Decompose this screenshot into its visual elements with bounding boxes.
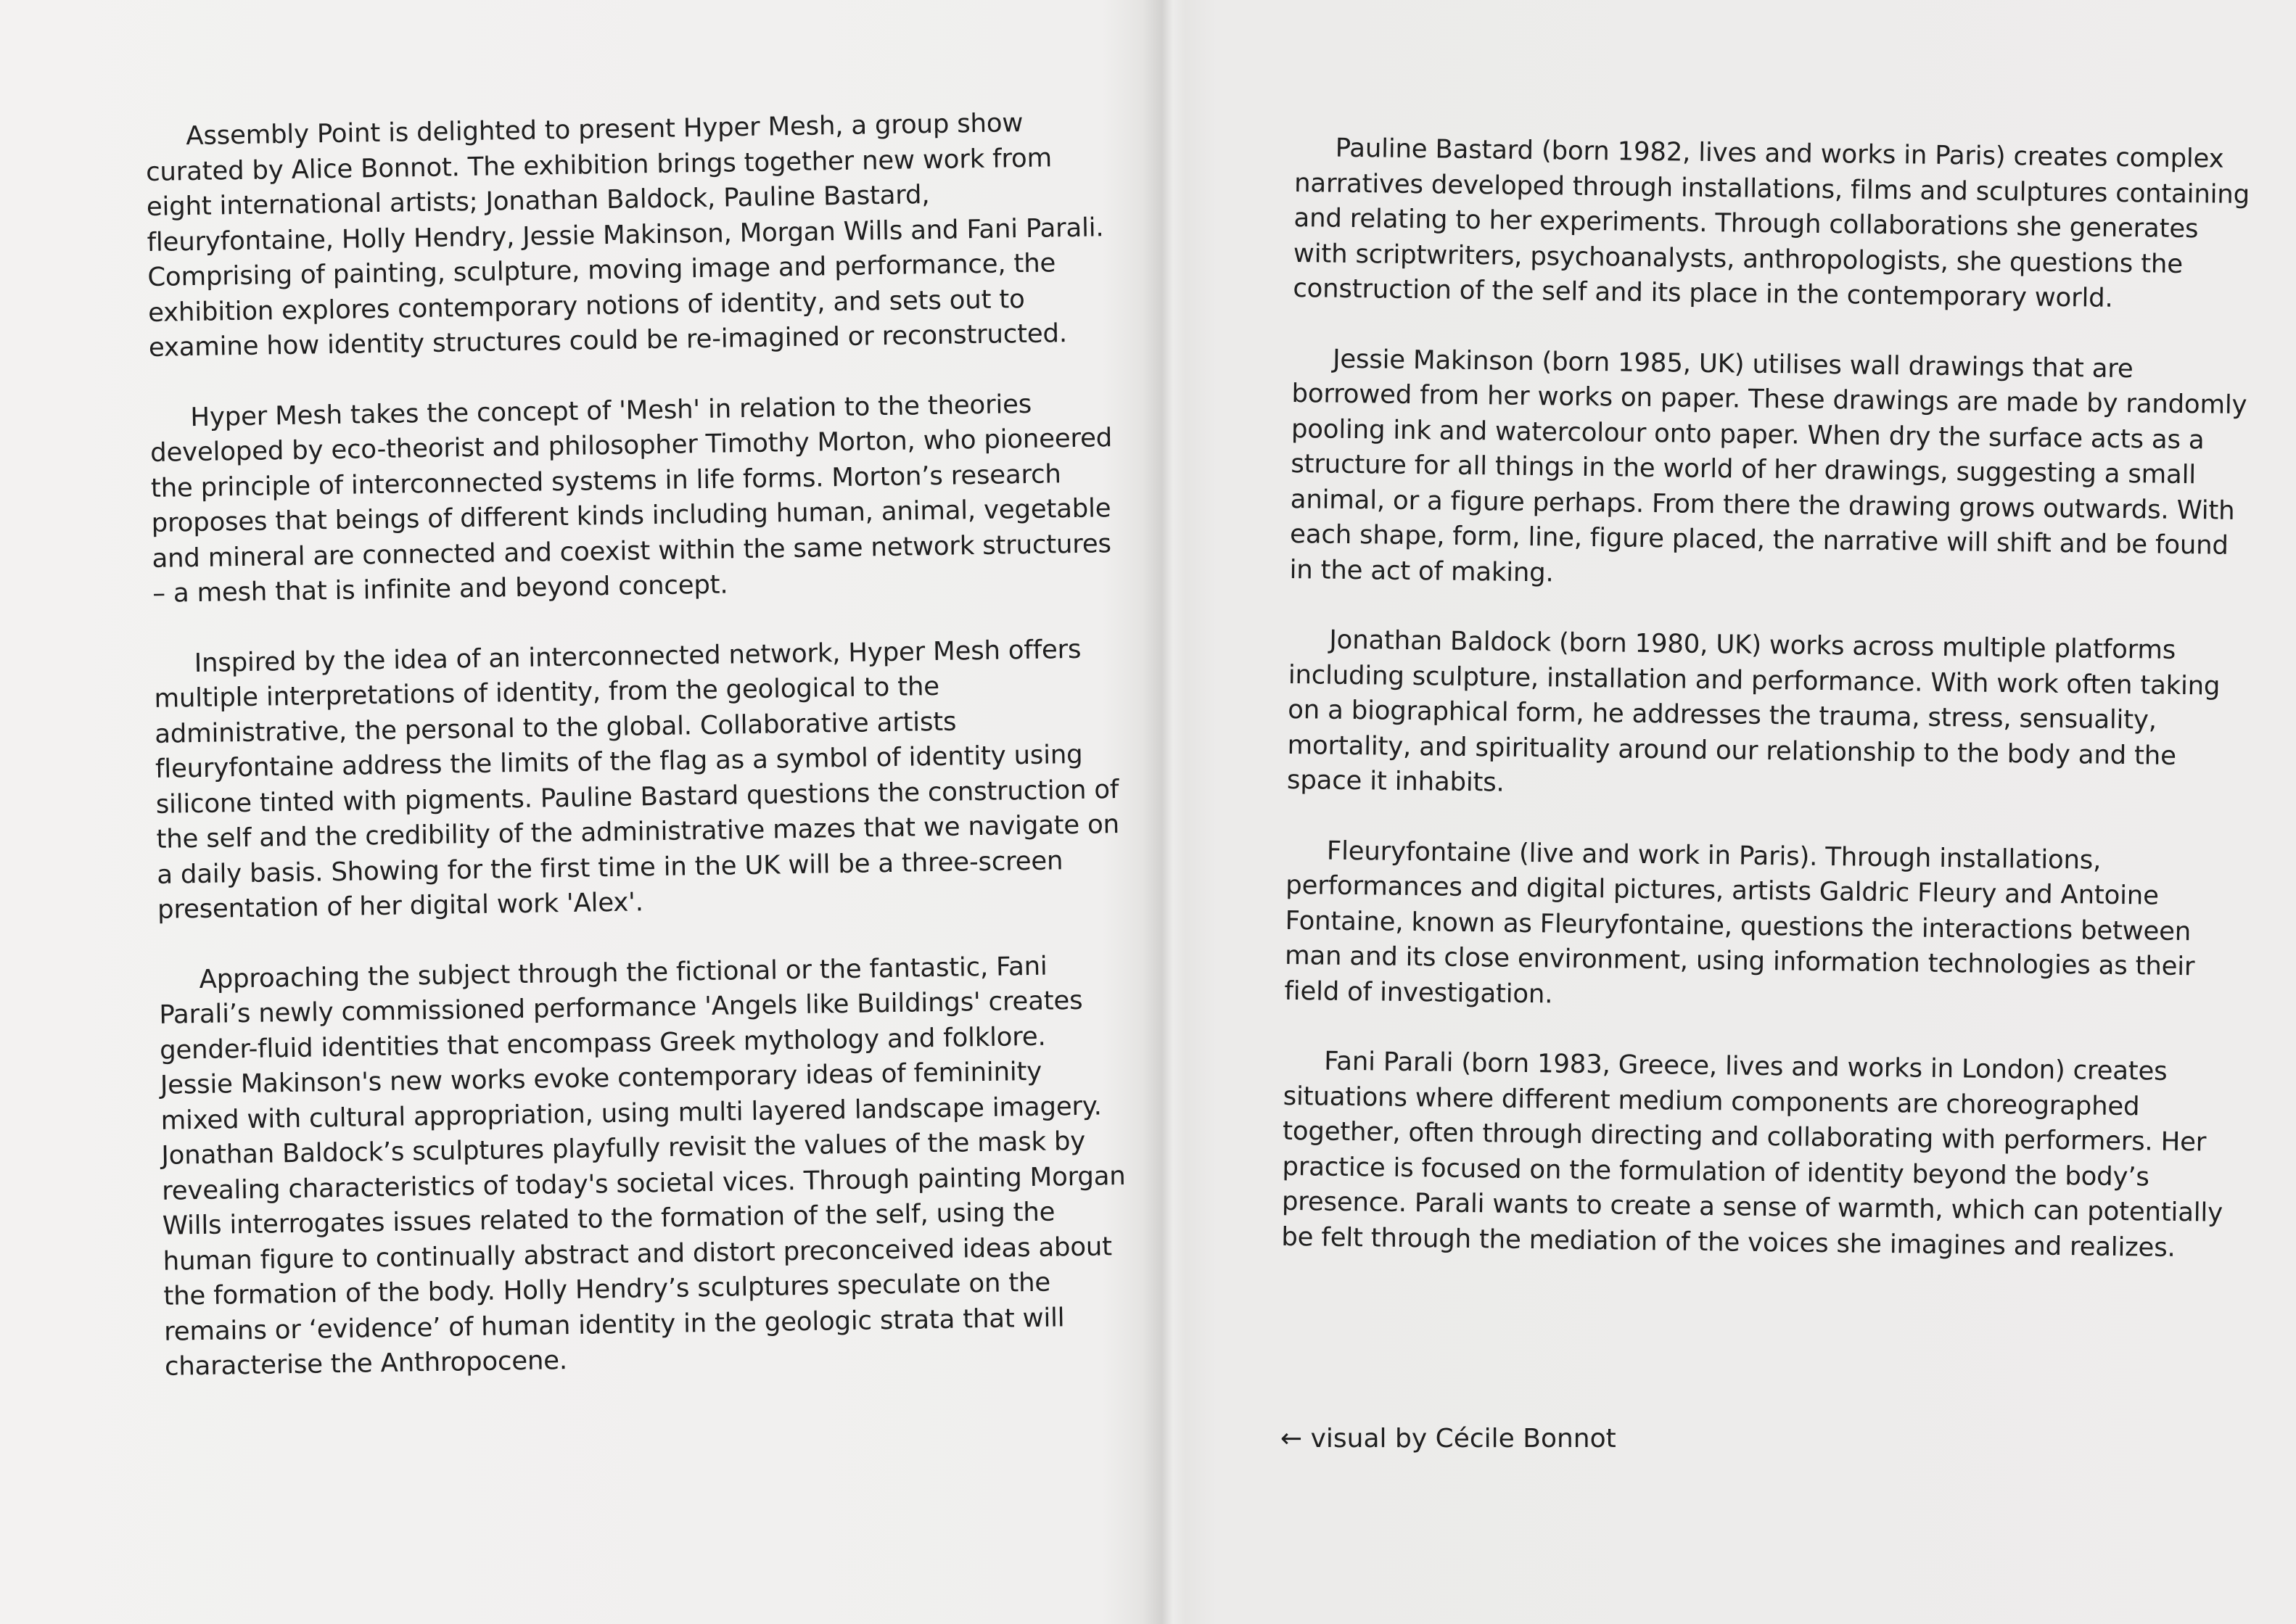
paragraph-bio-pauline-bastard: Pauline Bastard (born 1982, lives and works in Paris) creates complex narratives developed through installations, films and sculptures containing and relating to her experiments. Through collaborations she generates with scriptwriters, psychoanalysts, anthropologists, she questions the construction of the self and its place in the contemporary world. — [1293, 133, 2250, 313]
paragraph-mesh-concept: Hyper Mesh takes the concept of 'Mesh' in relation to the theories developed by eco-theorist and philosopher Timothy Morton, who pioneered the principle of interconnected systems in life forms. Morton’s research proposes that beings of different kinds including human, animal, vegetable and mineral are connected and coexist within the same network structures – a mesh that is infinite and beyond concept. — [149, 389, 1113, 609]
paragraph-bio-fani-parali: Fani Parali (born 1983, Greece, lives and works in London) creates situations where different medium components are choreographed together, often through directing and collaborating with performers. Her practice is focused on the formulation of identity beyond the body’s presence. Parali wants to create a sense of warmth, which can potentially be felt through the mediation of the voices she imagines and realizes. — [1281, 1046, 2223, 1263]
paragraph-intro: Assembly Point is delighted to present Hyper Mesh, a group show curated by Alice Bonnot. The exhibition brings together new work from eight international artists; Jonathan Baldock, Pauline Bastard, fleuryfontaine, Holly Hendry, Jessie Makinson, Morgan Wills and Fani Parali. Comprising of painting, sculpture, moving image and performance, the exhibition explores contemporary notions of identity, and sets out to examine how identity structures could be re-imagined or reconstructed. — [145, 107, 1104, 363]
paragraph-interconnected-network: Inspired by the idea of an interconnected network, Hyper Mesh offers multiple interpretations of identity, from the geological to the administrative, the personal to the global. Collaborative artists fleuryfontaine address the limits of the flag as a symbol of identity using silicone tinted with pigments. Pauline Bastard questions the construction of the self and the credibility of the administrative mazes that we navigate on a daily basis. Showing for the first time in the UK will be a three-screen presentation of her digital work 'Alex'. — [154, 634, 1120, 925]
paragraph-bio-jonathan-baldock: Jonathan Baldock (born 1980, UK) works across multiple platforms including sculpture, installation and performance. With work often taking on a biographical form, he addresses the trauma, stress, sensuality, mortality, and spirituality around our relationship to the body and the space it inhabits. — [1286, 625, 2221, 798]
paragraph-bio-fleuryfontaine: Fleuryfontaine (live and work in Paris). Through installations, performances and digital pictures, artists Galdric Fleury and Antoine Fontaine, known as Fleuryfontaine, questions the interactions between man and its close environment, using information technologies as their field of investigation. — [1284, 836, 2195, 1009]
right-column-text — [1280, 131, 2252, 1301]
visual-credit-caption: ← visual by Cécile Bonnot — [1280, 1424, 1616, 1454]
paragraph-fictional-approach: Approaching the subject through the fictional or the fantastic, Fani Parali’s newly commissioned performance 'Angels like Buildings' creates gender-fluid identities that encompass Greek mythology and folklore. Jessie Makinson's new works evoke contemporary ideas of femininity mixed with cultural appropriation, using multi layered landscape imagery. Jonathan Baldock’s sculptures playfully revisit the values of the mask by revealing characteristics of today's societal vices. Through painting Morgan Wills interrogates issues related to the formation of the self, using the human figure to continually abstract and distort preconceived ideas about the formation of the body. Holly Hendry’s sculptures speculate on the remains or ‘evidence’ of human identity in the geologic strata that will characterise the Anthropocene. — [159, 951, 1126, 1382]
right-page — [1168, 0, 2296, 1624]
paragraph-bio-jessie-makinson: Jessie Makinson (born 1985, UK) utilises wall drawings that are borrowed from her works on paper. These drawings are made by randomly pooling ink and watercolour onto paper. When dry the surface acts as a structure for all things in the world of her drawings, suggesting a small animal, or a figure perhaps. From there the drawing grows outwards. With each shape, form, line, figure placed, the narrative will shift and be found in the act of making. — [1289, 344, 2247, 588]
left-column-text — [145, 104, 1130, 1419]
